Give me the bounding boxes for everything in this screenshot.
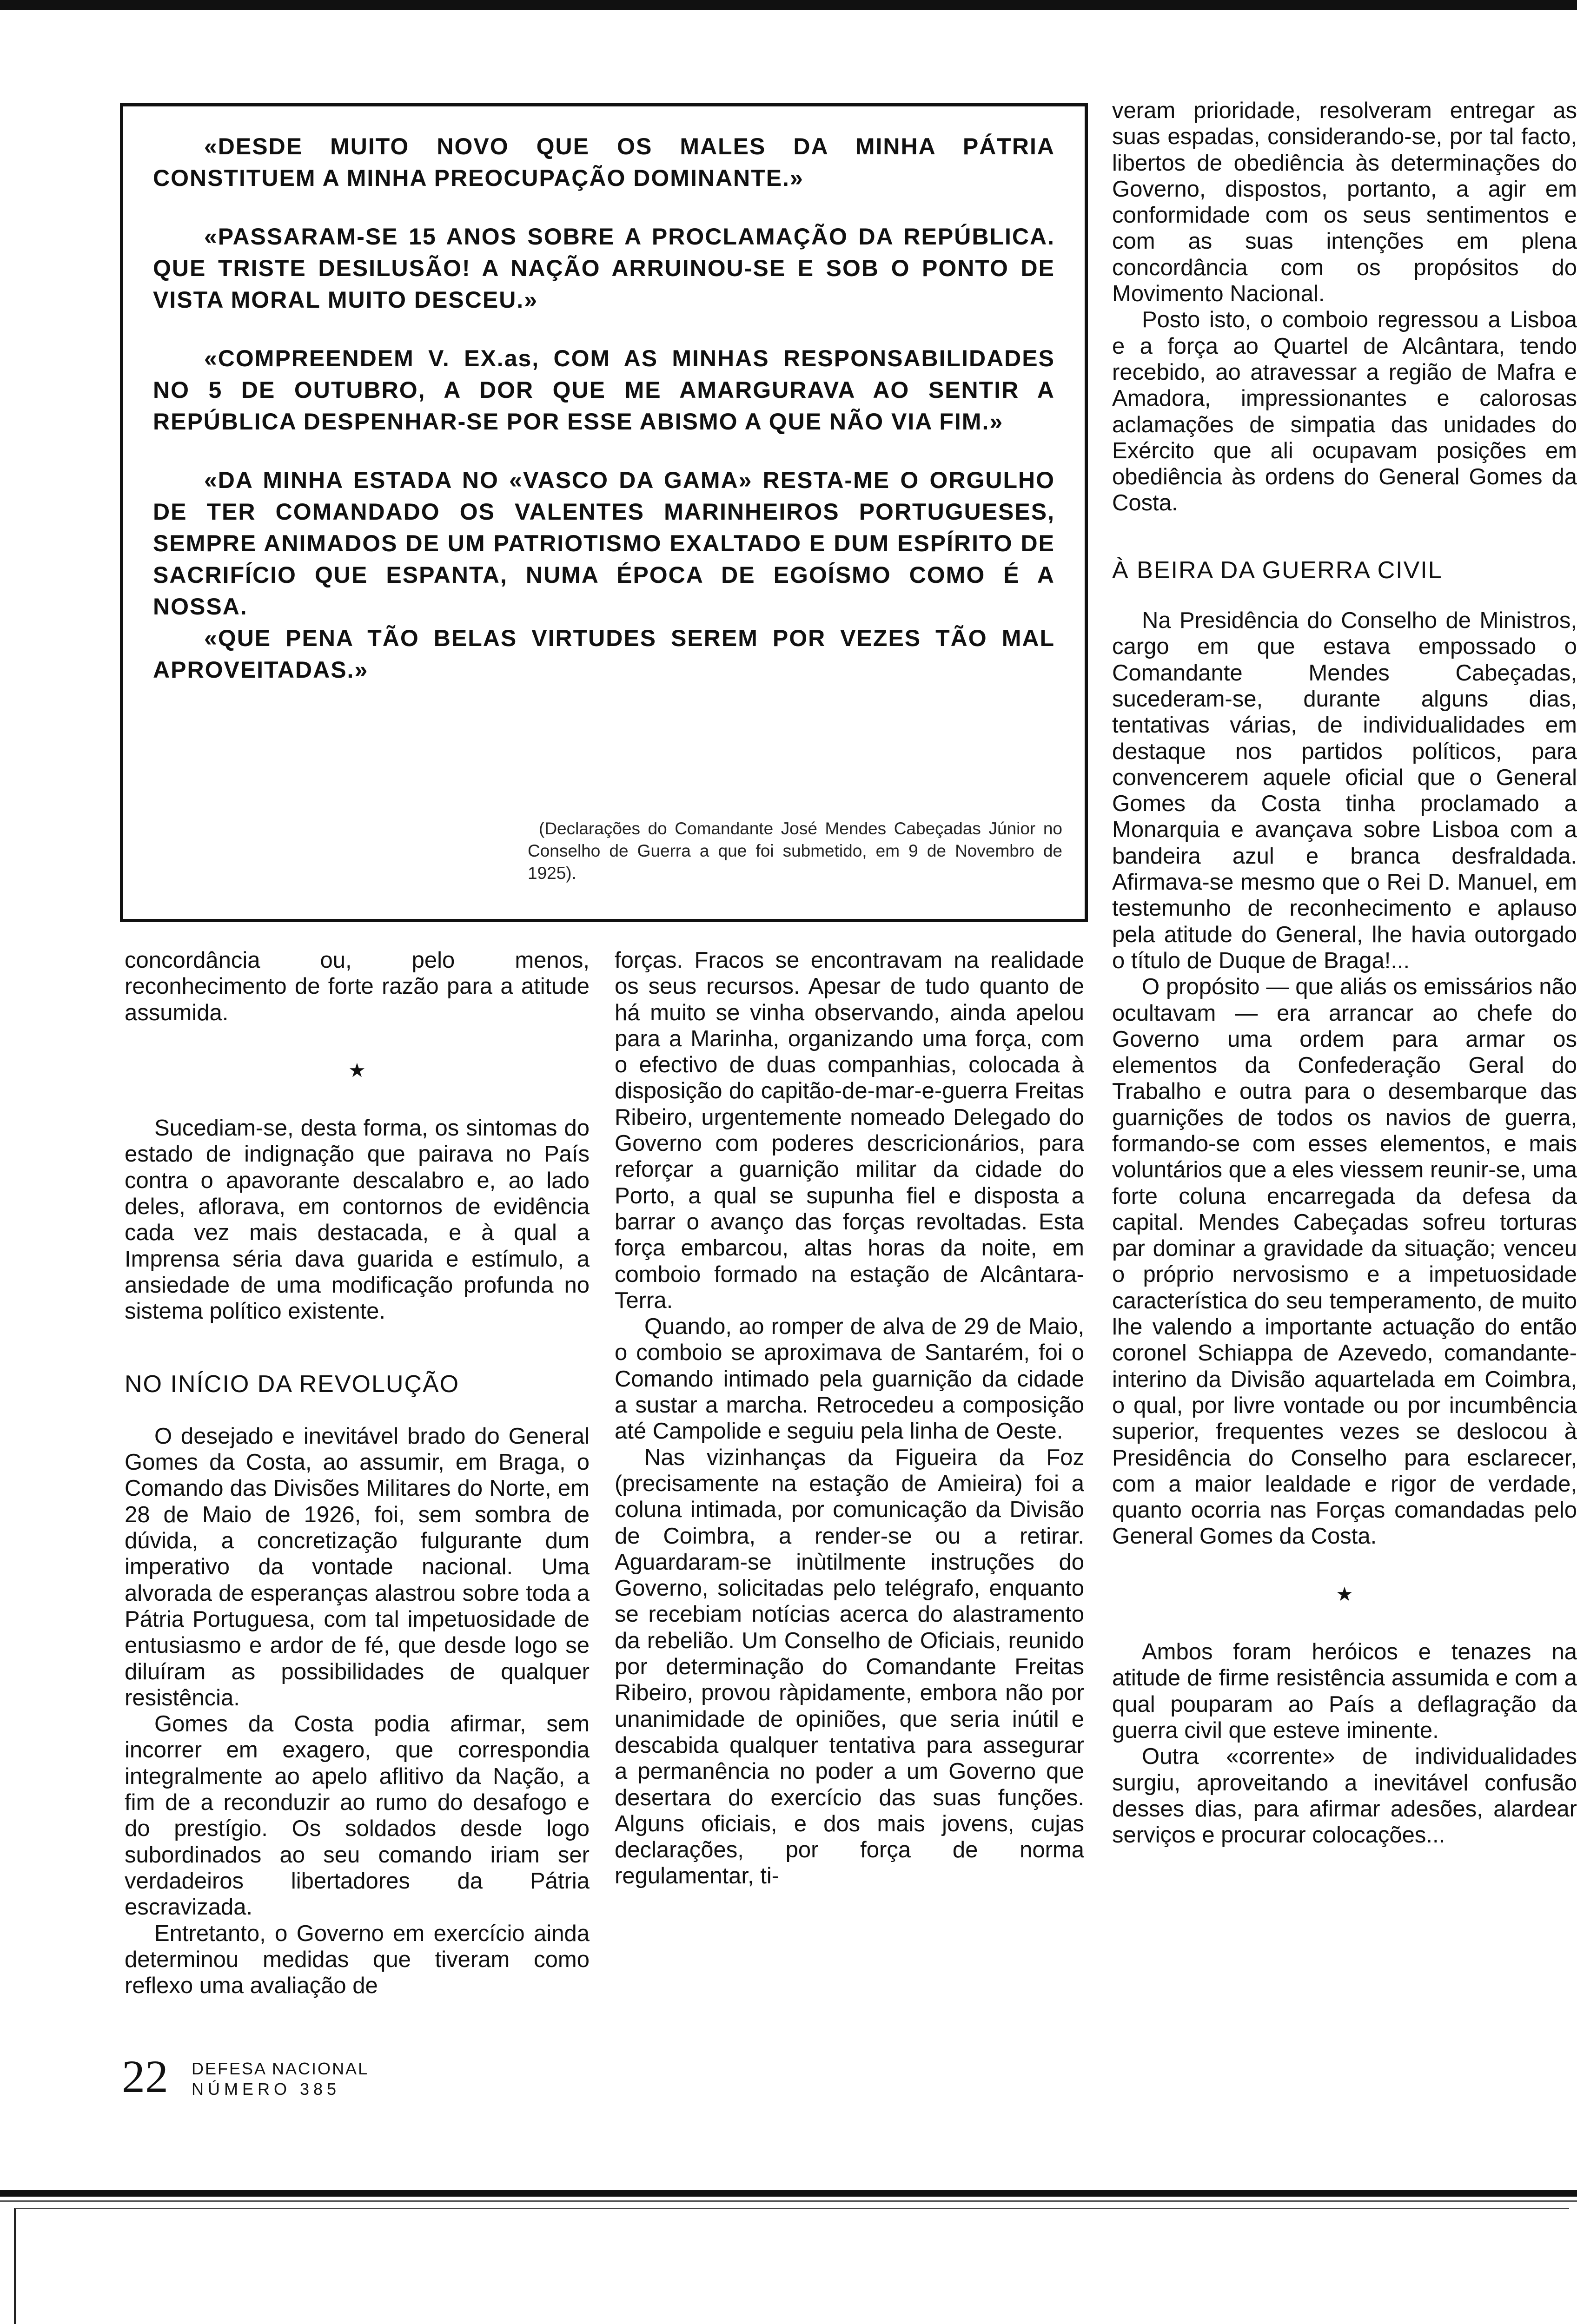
quote-paragraph: «DESDE MUITO NOVO QUE OS MALES DA MINHA PÁTRIA CONSTITUEM A MINHA PREOCUPAÇÃO DOMINANTE.» bbox=[153, 133, 1055, 191]
quote-paragraph: «COMPREENDEM V. EX.as, COM AS MINHAS RESPONSABILIDADES NO 5 DE OUTUBRO, A DOR QUE ME AMARGURAVA AO SENTIR A REPÚBLICA DESPENHAR-SE POR ESSE ABISMO A QUE NÃO VIA FIM.» bbox=[153, 345, 1055, 435]
section-star-separator: ★ bbox=[348, 1059, 366, 1081]
quote-citation: (Declarações do Comandante José Mendes Cabeçadas Júnior no Conselho de Guerra a que foi submetido, em 9 de Novembro de 1925). bbox=[528, 819, 1062, 883]
quote-paragraph: «DA MINHA ESTADA NO «VASCO DA GAMA» RESTA-ME O ORGULHO DE TER COMANDADO OS VALENTES MARINHEIROS PORTUGUESES, SEMPRE ANIMADOS DE UM PATRIOTISMO EXALTADO E DUM ESPÍRITO DE SACRIFÍCIO QUE ESPANTA, NUMA ÉPOCA DE EGOÍSMO COMO É A NOSSA. bbox=[153, 467, 1055, 620]
quote-box bbox=[120, 103, 1088, 922]
section-heading: NO INÍCIO DA REVOLUÇÃO bbox=[125, 1370, 460, 1398]
paragraph: Na Presidência do Conselho de Ministros, cargo em que estava empossado o Comandante Mendes Cabeçadas, sucederam-se, durante alguns dias, tentativas várias, de individualidades em destaque nos partidos políticos, para convencerem aquele oficial que o General Gomes da Costa tinha proclamado a Monarquia e avançava sobre Lisboa com a bandeira azul e branca desfraldada. Afirmava-se mesmo que o Rei D. Manuel, em testemunho de reconhecimento e aplauso pela atitude do General, lhe havia outorgado o título de Duque de Braga!... bbox=[1112, 608, 1577, 973]
article-column-1 bbox=[125, 947, 590, 1999]
paragraph: Nas vizinhanças da Figueira da Foz (precisamente na estação de Amieira) foi a coluna intimada, por comunicação da Divisão de Coimbra, a render-se ou a retirar. Aguardaram-se inùtilmente instruções do Governo, solicitadas pelo telégrafo, enquanto se recebiam notícias acerca do alastramento da rebelião. Um Conselho de Oficiais, reunido por determinação do Comandante Freitas Ribeiro, provou ràpidamente, embora não por unanimidade de opiniões, que seria inútil e descabida qualquer tentativa para assegurar a permanência no poder a um Governo que desertara do exercício das suas funções. Alguns oficiais, e dos mais jovens, cujas declarações, por força de norma regulamentar, ti- bbox=[615, 1445, 1084, 1889]
paragraph: O desejado e inevitável brado do General Gomes da Costa, ao assumir, em Braga, o Comando das Divisões Militares do Norte, em 28 de Maio de 1926, foi, sem sombra de dúvida, a concretização fulgurante dum imperativo da vontade nacional. Uma alvorada de esperanças alastrou sobre toda a Pátria Portuguesa, com tal impetuosidade de entusiasmo e ardor de fé, que desde logo se diluíram as possibilidades de qualquer resistência. bbox=[125, 1423, 590, 1710]
page-number: 22 bbox=[122, 2051, 168, 2102]
paragraph: Entretanto, o Governo em exercício ainda determinou medidas que tiveram como reflexo uma avaliação de bbox=[125, 1921, 590, 1999]
next-page-edge bbox=[14, 2208, 1569, 2324]
paragraph: Ambos foram heróicos e tenazes na atitude de firme resistência assumida e com a qual pouparam ao País a deflagração da guerra civil que esteve iminente. bbox=[1112, 1639, 1577, 1743]
paragraph: Gomes da Costa podia afirmar, sem incorrer em exagero, que correspondia integralmente ao apelo aflitivo da Nação, a fim de a reconduzir ao rumo do desafogo e do prestígio. Os soldados desde logo subordinados ao seu comando iriam ser verdadeiros libertadores da Pátria escravizada. bbox=[125, 1711, 590, 1920]
publication-name: DEFESA NACIONAL bbox=[192, 2059, 369, 2078]
section-heading: À BEIRA DA GUERRA CIVIL bbox=[1112, 556, 1443, 584]
page-bottom-rule-thin bbox=[0, 2200, 1577, 2202]
issue-number: NÚMERO 385 bbox=[192, 2080, 341, 2099]
paragraph: Outra «corrente» de individualidades surgiu, aproveitando a inevitável confusão desses dias, para afirmar adesões, alardear serviços e procurar colocações... bbox=[1112, 1744, 1577, 1848]
paragraph: Posto isto, o comboio regressou a Lisboa e a força ao Quartel de Alcântara, tendo recebido, ao atravessar a região de Mafra e Amadora, impressionantes e calorosas aclamações de simpatia das unidades do Exército que ali ocupavam posições em obediência às ordens do General Gomes da Costa. bbox=[1112, 307, 1577, 516]
paragraph: forças. Fracos se encontravam na realidade os seus recursos. Apesar de tudo quanto de há muito se vinha observando, ainda apelou para a Marinha, organizando uma força, com o efectivo de duas companhias, colocada à disposição do capitão-de-mar-e-guerra Freitas Ribeiro, urgentemente nomeado Delegado do Governo com poderes descricionários, para reforçar a guarnição militar da cidade do Porto, a qual se supunha fiel e disposta a barrar o avanço das forças revoltadas. Esta força embarcou, altas horas da noite, em comboio formado na estação de Alcântara-Terra. bbox=[615, 948, 1084, 1313]
page-bottom-rule bbox=[0, 2190, 1577, 2197]
paragraph: Sucediam-se, desta forma, os sintomas do estado de indignação que pairava no País contra o apavorante descalabro e, ao lado deles, aflorava, em contornos de evidência cada vez mais destacada, e à qual a Imprensa séria dava guarida e estímulo, a ansiedade de uma modificação profunda no sistema político existente. bbox=[125, 1116, 590, 1324]
paragraph: Quando, ao romper de alva de 29 de Maio, o comboio se aproximava de Santarém, foi o Comando intimado pela guarnição da cidade a sustar a marcha. Retrocedeu a composição até Campolide e seguiu pela linha de Oeste. bbox=[615, 1314, 1084, 1444]
paragraph: concordância ou, pelo menos, reconhecimento de forte razão para a atitude assumida. bbox=[125, 948, 590, 1025]
quote-paragraph: «QUE PENA TÃO BELAS VIRTUDES SEREM POR VEZES TÃO MAL APROVEITADAS.» bbox=[153, 625, 1055, 683]
article-column-2 bbox=[615, 947, 1084, 1889]
paragraph: veram prioridade, resolveram entregar as suas espadas, considerando-se, por tal facto, libertos de obediência às determinações do Governo, dispostos, portanto, a agir em conformidade com os seus sentimentos e com as suas intenções em plena concordância com os propósitos do Movimento Nacional. bbox=[1112, 98, 1577, 307]
quote-paragraph: «PASSARAM-SE 15 ANOS SOBRE A PROCLAMAÇÃO DA REPÚBLICA. QUE TRISTE DESILUSÃO! A NAÇÃO ARRUINOU-SE E SOB O PONTO DE VISTA MORAL MUITO DESCEU.» bbox=[153, 224, 1055, 313]
top-rule bbox=[0, 0, 1577, 10]
paragraph: O propósito — que aliás os emissários não ocultavam — era arrancar ao chefe do Governo uma ordem para armar os elementos da Confederação Geral do Trabalho e outra para o desembarque das guarnições de todos os navios de guerra, formando-se com esses elementos, e mais voluntários que a eles viessem reunir-se, uma forte coluna encarregada da defesa da capital. Mendes Cabeçadas sofreu torturas par dominar a gravidade da situação; venceu o próprio nervosismo e a impetuosidade característica do seu temperamento, de muito lhe valendo a importante actuação do então coronel Schiappa de Azevedo, comandante-interino da Divisão aquartelada em Coimbra, o qual, por livre vontade ou por incumbência superior, frequentes vezes se deslocou à Presidência do Conselho para esclarecer, com a maior lealdade e rigor de verdade, quanto ocorria nas Forças comandadas pelo General Gomes da Costa. bbox=[1112, 974, 1577, 1549]
article-column-3 bbox=[1112, 98, 1577, 1848]
section-star-separator: ★ bbox=[1336, 1583, 1353, 1605]
